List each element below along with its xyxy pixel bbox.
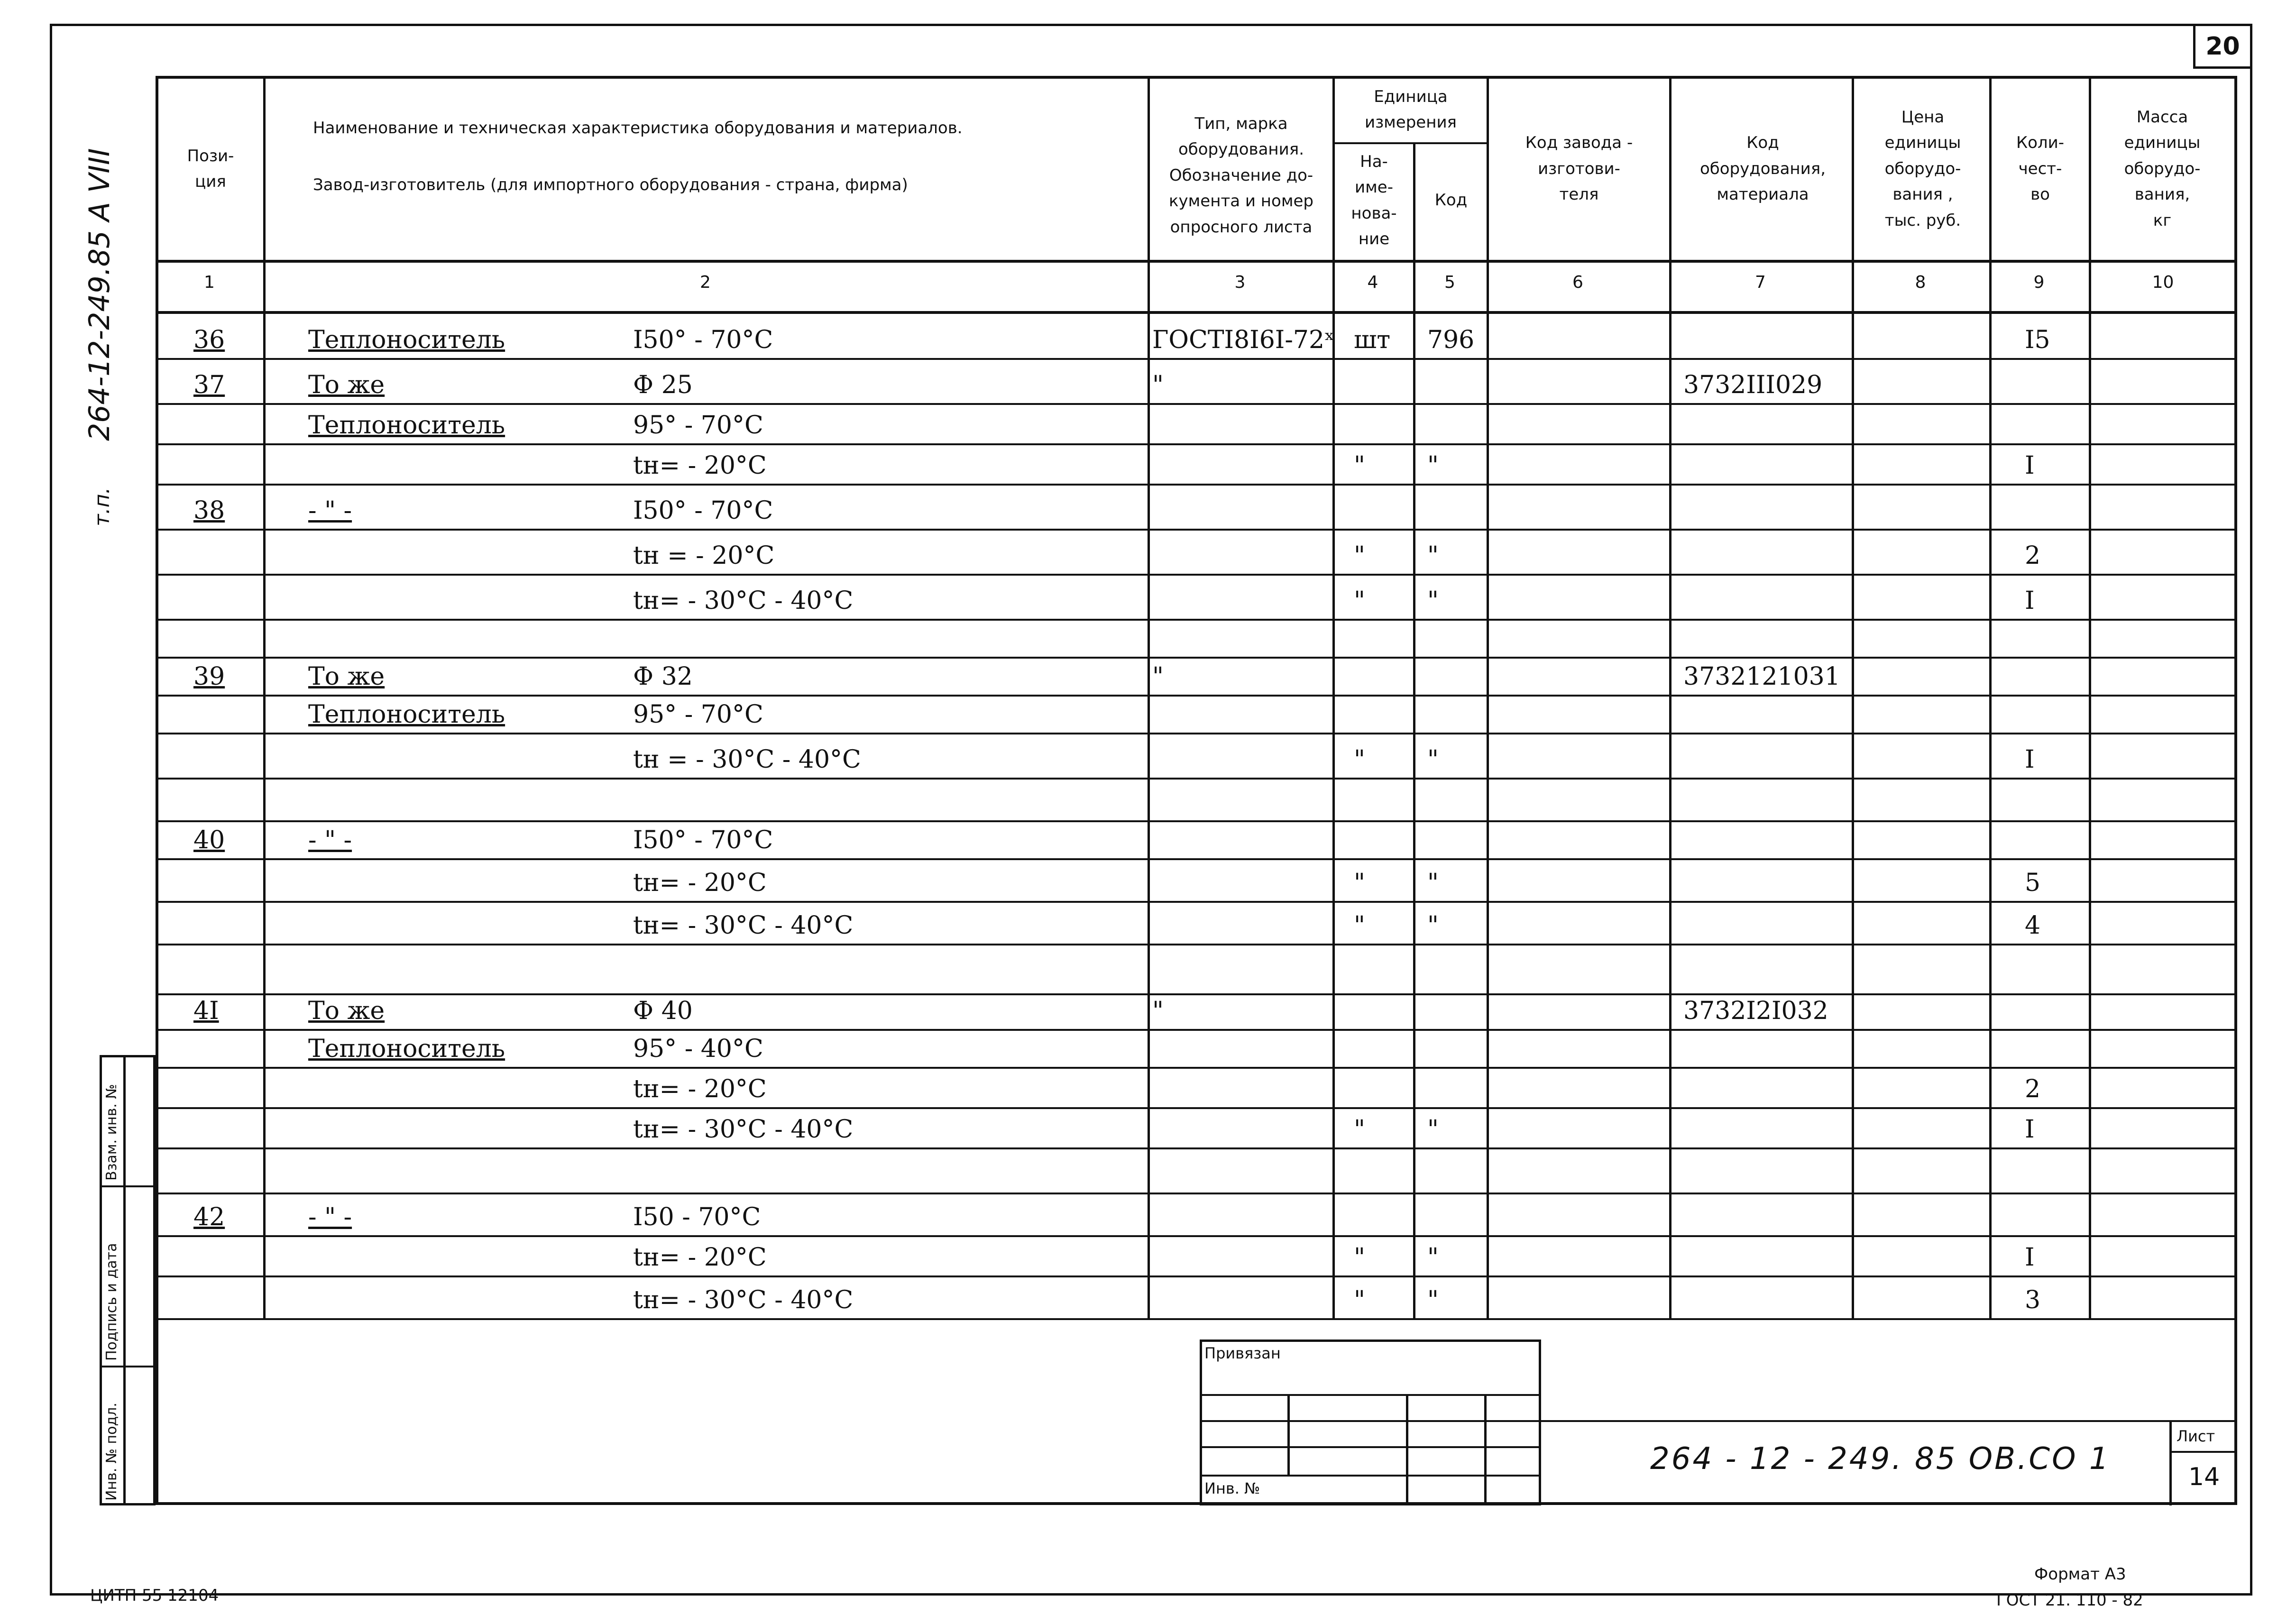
row-spec: tн= - 20°C xyxy=(633,451,767,480)
column-number-5: 5 xyxy=(1444,273,1455,292)
column-divider xyxy=(1669,79,1671,1318)
row-divider xyxy=(156,1275,2237,1277)
row-quantity: 3 xyxy=(2025,1286,2041,1314)
stamp-inv-no: Инв. № xyxy=(1204,1479,1260,1497)
row-name: Теплоноситель xyxy=(308,326,505,354)
header-type: Тип, марка оборудования. Обозначение до- кумента и номер опросного листа xyxy=(1169,114,1313,237)
row-divider xyxy=(156,403,2237,405)
row-position: 4I xyxy=(193,997,219,1025)
row-divider xyxy=(156,1318,2237,1320)
row-divider xyxy=(156,1029,2237,1031)
row-quantity: 2 xyxy=(2025,541,2041,570)
row-spec: tн= - 20°C xyxy=(633,869,767,897)
row-name: Теплоноситель xyxy=(308,1035,505,1063)
row-doc: " xyxy=(1152,997,1164,1025)
row-spec: Ф 32 xyxy=(633,662,693,691)
document-designation: 264 - 12 - 249. 85 ОВ.СО 1 xyxy=(1650,1441,2111,1477)
row-name: - " - xyxy=(308,826,352,854)
footer-format: Формат А3 xyxy=(2034,1565,2126,1584)
column-divider xyxy=(2089,79,2091,1318)
row-divider xyxy=(156,657,2237,659)
row-doc: ГОСТI8I6I-72ˣ xyxy=(1152,326,1335,354)
side-document-code: 264-12-249.85 А VIII xyxy=(83,148,116,441)
row-spec: I50 - 70°C xyxy=(633,1203,761,1231)
row-spec: tн= - 20°C xyxy=(633,1075,767,1103)
row-spec: I50° - 70°C xyxy=(633,326,773,354)
row-divider xyxy=(156,993,2237,995)
row-position: 39 xyxy=(193,662,225,691)
row-quantity: 4 xyxy=(2025,911,2041,940)
column-number-7: 7 xyxy=(1755,273,1766,292)
row-doc: " xyxy=(1152,662,1164,691)
row-quantity: I xyxy=(2025,745,2035,774)
row-unit-code: 796 xyxy=(1427,326,1475,354)
column-number-10: 10 xyxy=(2152,273,2174,292)
column-divider xyxy=(263,79,266,1318)
row-divider xyxy=(156,1235,2237,1237)
row-divider xyxy=(156,358,2237,360)
row-divider xyxy=(156,695,2237,697)
footer-gost: ГОСТ 21. 110 - 82 xyxy=(1996,1591,2143,1610)
row-unit: " xyxy=(1354,451,1365,480)
row-position: 42 xyxy=(193,1203,225,1231)
row-doc: " xyxy=(1152,371,1164,399)
row-name: Теплоноситель xyxy=(308,700,505,729)
row-equipment-code: 3732121031 xyxy=(1683,662,1840,691)
stamp-privyazan: Привязан xyxy=(1204,1344,1281,1362)
row-unit-code: " xyxy=(1427,451,1439,480)
row-name: То же xyxy=(308,371,385,399)
row-position: 36 xyxy=(193,326,225,354)
column-divider xyxy=(1148,79,1150,1318)
row-spec: tн = - 30°C - 40°C xyxy=(633,745,861,774)
header-price: Цена единицы оборудо- вания , тыс. руб. xyxy=(1884,108,1961,230)
column-number-1: 1 xyxy=(204,273,215,292)
row-spec: tн= - 30°C - 40°C xyxy=(633,1286,854,1314)
row-unit: " xyxy=(1354,745,1365,774)
row-divider xyxy=(156,574,2237,576)
column-divider xyxy=(1487,79,1489,1318)
row-divider xyxy=(156,1107,2237,1109)
row-quantity: I5 xyxy=(2025,326,2050,354)
column-divider xyxy=(1332,79,1335,1318)
row-quantity: I xyxy=(2025,1115,2035,1144)
header-unit-code: Код xyxy=(1434,191,1468,210)
header-mass: Масса единицы оборудо- вания, кг xyxy=(2124,108,2201,230)
row-unit: " xyxy=(1354,587,1365,615)
row-unit-code: " xyxy=(1427,745,1439,774)
row-divider xyxy=(156,944,2237,945)
row-unit: " xyxy=(1354,869,1365,897)
row-unit-code: " xyxy=(1427,587,1439,615)
column-number-2: 2 xyxy=(700,273,711,292)
list-value: 14 xyxy=(2188,1463,2220,1491)
row-spec: tн= - 30°C - 40°C xyxy=(633,587,854,615)
row-divider xyxy=(156,1147,2237,1149)
side-box-zam-inv: Взам. инв. № xyxy=(103,1084,120,1181)
header-equipment-code: Код оборудования, материала xyxy=(1699,133,1826,204)
row-unit-code: " xyxy=(1427,541,1439,570)
row-spec: I50° - 70°C xyxy=(633,826,773,854)
row-position: 37 xyxy=(193,371,225,399)
row-spec: tн = - 20°C xyxy=(633,541,775,570)
header-quantity: Коли- чест- во xyxy=(2016,133,2065,204)
row-name: То же xyxy=(308,997,385,1025)
row-position: 40 xyxy=(193,826,225,854)
row-quantity: I xyxy=(2025,587,2035,615)
row-unit: " xyxy=(1354,541,1365,570)
row-name: - " - xyxy=(308,496,352,525)
row-unit: " xyxy=(1354,1243,1365,1272)
side-tp-label: т.п. xyxy=(90,487,114,526)
row-quantity: 2 xyxy=(2025,1075,2041,1103)
row-divider xyxy=(156,529,2237,531)
row-unit: " xyxy=(1354,1115,1365,1144)
row-name: То же xyxy=(308,662,385,691)
row-unit-code: " xyxy=(1427,1115,1439,1144)
side-box-signature: Подпись и дата xyxy=(103,1243,120,1361)
column-divider xyxy=(1413,142,1415,1318)
row-unit-code: " xyxy=(1427,911,1439,940)
row-unit-code: " xyxy=(1427,1286,1439,1314)
row-name: Теплоноситель xyxy=(308,411,505,440)
header-position: Пози- ция xyxy=(187,146,234,191)
row-quantity: I xyxy=(2025,1243,2035,1272)
row-divider xyxy=(156,778,2237,780)
column-number-8: 8 xyxy=(1915,273,1926,292)
row-divider xyxy=(156,820,2237,822)
list-label: Лист xyxy=(2177,1427,2215,1445)
row-quantity: 5 xyxy=(2025,869,2041,897)
row-spec: tн= - 30°C - 40°C xyxy=(633,1115,854,1144)
header-name-line1: Наименование и техническая характеристика оборудования и материалов. xyxy=(313,118,963,138)
row-divider xyxy=(156,619,2237,621)
row-unit: шт xyxy=(1354,326,1391,354)
row-divider xyxy=(156,733,2237,734)
row-equipment-code: 3732I2I032 xyxy=(1683,997,1828,1025)
row-unit: " xyxy=(1354,911,1365,940)
row-divider xyxy=(156,443,2237,445)
sheet-number: 20 xyxy=(2193,24,2252,69)
row-equipment-code: 3732III029 xyxy=(1683,371,1823,399)
column-number-4: 4 xyxy=(1367,273,1378,292)
row-spec: Ф 40 xyxy=(633,997,693,1025)
header-unit: Единица измерения xyxy=(1364,87,1457,132)
row-position: 38 xyxy=(193,496,225,525)
column-number-3: 3 xyxy=(1234,273,1246,292)
row-name: - " - xyxy=(308,1203,352,1231)
header-factory-code: Код завода - изготови- теля xyxy=(1525,133,1633,204)
row-unit-code: " xyxy=(1427,1243,1439,1272)
row-divider xyxy=(156,1067,2237,1069)
row-unit-code: " xyxy=(1427,869,1439,897)
row-divider xyxy=(156,901,2237,903)
row-spec: I50° - 70°C xyxy=(633,496,773,525)
row-spec: 95° - 70°C xyxy=(633,700,763,729)
row-unit: " xyxy=(1354,1286,1365,1314)
column-divider xyxy=(1989,79,1992,1318)
row-spec: tн= - 30°C - 40°C xyxy=(633,911,854,940)
footer-print-code: ЦИТП 55 12104 xyxy=(90,1586,219,1605)
row-divider xyxy=(156,484,2237,486)
row-spec: tн= - 20°C xyxy=(633,1243,767,1272)
column-number-9: 9 xyxy=(2033,273,2045,292)
row-spec: Ф 25 xyxy=(633,371,693,399)
header-unit-name: На- име- нова- ние xyxy=(1351,152,1397,248)
row-spec: 95° - 40°C xyxy=(633,1035,763,1063)
row-quantity: I xyxy=(2025,451,2035,480)
row-divider xyxy=(156,1193,2237,1194)
row-divider xyxy=(156,858,2237,860)
column-number-6: 6 xyxy=(1572,273,1583,292)
column-divider xyxy=(1852,79,1854,1318)
side-box-inv-podl: Инв. № подл. xyxy=(103,1403,120,1501)
header-name-line2: Завод-изготовитель (для импортного оборудования - страна, фирма) xyxy=(313,175,908,194)
row-spec: 95° - 70°C xyxy=(633,411,763,440)
